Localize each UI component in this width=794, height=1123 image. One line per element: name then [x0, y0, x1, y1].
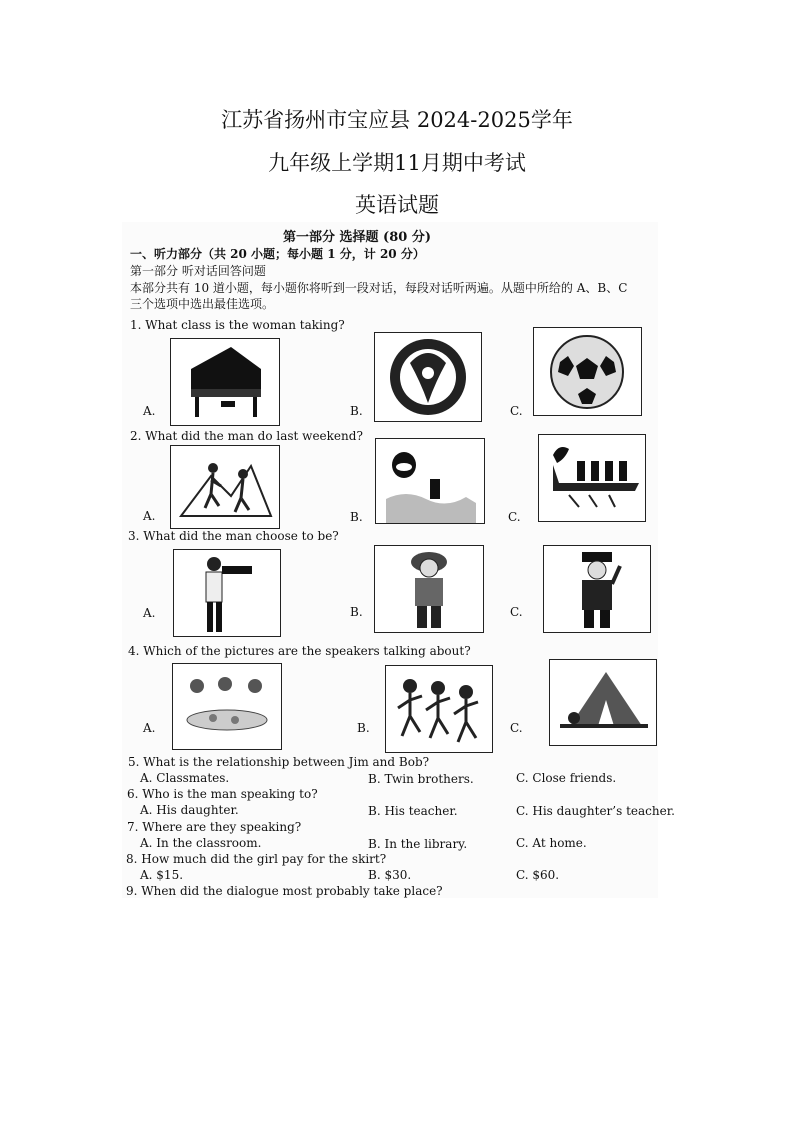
- dragon-boat-icon: [539, 435, 645, 521]
- question-9-text: 9. When did the dialogue most probably take place?: [126, 884, 443, 898]
- q1-option-b-label: B.: [350, 404, 363, 418]
- exam-title-line-3: 英语试题: [355, 193, 439, 217]
- q3-option-c-picture[interactable]: [543, 545, 651, 633]
- question-3-text: 3. What did the man choose to be?: [128, 529, 339, 543]
- question-2-text: 2. What did the man do last weekend?: [130, 429, 363, 443]
- q1-option-b-picture[interactable]: [374, 332, 482, 422]
- soccer-ball-icon: [534, 328, 641, 415]
- question-7-text: 7. Where are they speaking?: [127, 820, 302, 834]
- q8-option-a[interactable]: A. $15.: [140, 868, 184, 882]
- q2-option-c-label: C.: [508, 510, 521, 524]
- paper-cut-icon: [375, 333, 481, 421]
- q3-option-b-label: B.: [350, 605, 363, 619]
- q7-option-b[interactable]: B. In the library.: [368, 837, 468, 851]
- q1-option-a-label: A.: [143, 404, 156, 418]
- q3-option-a-label: A.: [143, 606, 156, 620]
- q4-option-a-label: A.: [143, 721, 156, 735]
- instructions-line-2: 三个选项中选出最佳选项。: [130, 297, 275, 311]
- q1-option-c-picture[interactable]: [533, 327, 642, 416]
- q6-option-b[interactable]: B. His teacher.: [368, 804, 458, 818]
- waiter-icon: [174, 550, 280, 636]
- q8-option-b[interactable]: B. $30.: [368, 868, 412, 882]
- q3-option-c-label: C.: [510, 605, 523, 619]
- q7-option-a[interactable]: A. In the classroom.: [140, 836, 262, 850]
- section-heading: 一、听力部分（共 20 小题；每小题 1 分，计 20 分）: [130, 247, 425, 261]
- q2-option-a-label: A.: [143, 509, 156, 523]
- question-8-text: 8. How much did the girl pay for the skirt?: [126, 852, 387, 866]
- q4-option-b-label: B.: [357, 721, 370, 735]
- q2-option-a-picture[interactable]: [170, 445, 280, 529]
- q3-option-a-picture[interactable]: [173, 549, 281, 637]
- q5-option-c[interactable]: C. Close friends.: [516, 771, 617, 785]
- q4-option-c-label: C.: [510, 721, 523, 735]
- question-1-text: 1. What class is the woman taking?: [130, 318, 345, 332]
- police-officer-icon: [544, 546, 650, 632]
- camping-tent-icon: [550, 660, 656, 745]
- part-heading: 第一部分 选择题 (80 分): [283, 230, 431, 245]
- q2-option-b-picture[interactable]: [375, 438, 485, 524]
- q8-option-c[interactable]: C. $60.: [516, 868, 560, 882]
- exam-title-line-1: 江苏省扬州市宝应县 2024-2025学年: [221, 108, 573, 132]
- q5-option-b[interactable]: B. Twin brothers.: [368, 772, 474, 786]
- q6-option-a[interactable]: A. His daughter.: [140, 803, 239, 817]
- q4-option-b-picture[interactable]: [385, 665, 493, 753]
- q6-option-c[interactable]: C. His daughter’s teacher.: [516, 804, 675, 818]
- q4-option-c-picture[interactable]: [549, 659, 657, 746]
- farmer-icon: [375, 546, 483, 632]
- question-6-text: 6. Who is the man speaking to?: [127, 787, 318, 801]
- question-5-text: 5. What is the relationship between Jim and Bob?: [128, 755, 430, 769]
- q3-option-b-picture[interactable]: [374, 545, 484, 633]
- q2-option-b-label: B.: [350, 510, 363, 524]
- q5-option-a[interactable]: A. Classmates.: [140, 771, 230, 785]
- mountain-climbing-icon: [171, 446, 279, 528]
- family-dinner-icon: [173, 664, 281, 749]
- q1-option-a-picture[interactable]: [170, 338, 280, 426]
- instructions-line-1: 本部分共有 10 道小题，每小题你将听到一段对话，每段对话听两遍。从题中所给的 A、B、C: [130, 281, 628, 295]
- q2-option-c-picture[interactable]: [538, 434, 646, 522]
- q7-option-c[interactable]: C. At home.: [516, 836, 587, 850]
- swimming-icon: [376, 439, 484, 523]
- q1-option-c-label: C.: [510, 404, 523, 418]
- exam-title-line-2: 九年级上学期11月期中考试: [268, 151, 526, 175]
- question-4-text: 4. Which of the pictures are the speakers talking about?: [128, 644, 471, 658]
- q4-option-a-picture[interactable]: [172, 663, 282, 750]
- kids-running-icon: [386, 666, 492, 752]
- piano-icon: [171, 339, 279, 425]
- subsection-heading: 第一部分 听对话回答问题: [130, 264, 266, 278]
